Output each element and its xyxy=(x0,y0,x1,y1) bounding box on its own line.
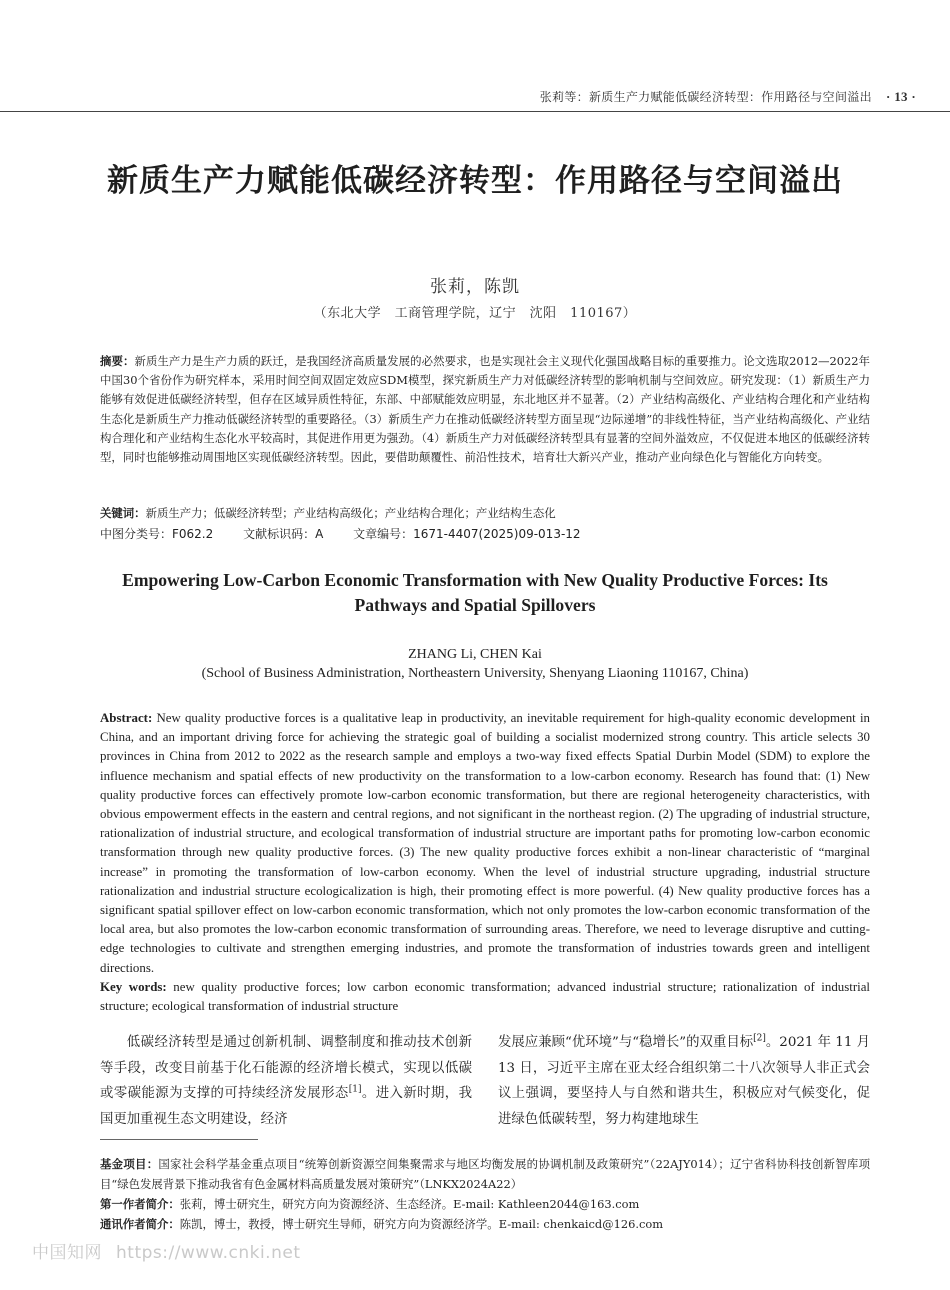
watermark-url: https://www.cnki.net xyxy=(116,1243,301,1263)
footnote-fund xyxy=(100,1154,870,1194)
abstract-chinese-label: 摘要： xyxy=(100,354,135,368)
affiliation-chinese: （东北大学 工商管理学院，辽宁 沈阳 110167） xyxy=(313,306,637,321)
body-right-text: 发展应兼顾“优环境”与“稳增长”的双重目标 xyxy=(498,1035,754,1050)
running-header xyxy=(540,88,916,105)
abstract-english xyxy=(100,709,870,978)
body-left-tail: 。进入新时期，我国更加重视生态文明建设，经济 xyxy=(100,1086,473,1127)
keywords-chinese xyxy=(100,505,870,521)
body-right-tail: 。2021 年 11 月 13 日，习近平主席在亚太经合组织第二十八次领导人非正式会议上强调，要坚持人与自然和谐共生，积极应对气候变化，促进绿色低碳转型，努力构建地球生 xyxy=(498,1035,870,1127)
corresponding-author-label: 通讯作者简介： xyxy=(100,1217,180,1231)
affiliation-english: (School of Business Administration, Northeastern University, Shenyang Liaoning 110167, China) xyxy=(201,666,749,681)
fund-label: 基金项目： xyxy=(100,1157,159,1171)
cnki-watermark xyxy=(32,1238,300,1263)
classification-line xyxy=(100,525,870,542)
running-title: 张莉等：新质生产力赋能低碳经济转型：作用路径与空间溢出 xyxy=(539,90,872,104)
document-code: 文献标识码：A xyxy=(243,527,324,541)
first-author-label: 第一作者简介： xyxy=(100,1197,180,1211)
abstract-chinese xyxy=(100,352,870,467)
authors-english: ZHANG Li, CHEN Kai xyxy=(408,647,542,662)
body-paragraph xyxy=(498,1030,870,1132)
page-number: · 13 · xyxy=(886,89,916,104)
citation-ref-1[interactable]: [1] xyxy=(348,1084,362,1095)
corresponding-author-text: 陈凯，博士，教授，博士研究生导师，研究方向为资源经济学。E-mail: chenkaicd@126.com xyxy=(179,1217,663,1231)
fund-text: 国家社会科学基金重点项目“统筹创新资源空间集聚需求与地区均衡发展的协调机制及政策研究”（22AJY014）；辽宁省科协科技创新智库项目“绿色发展背景下推动我省有色金属材料高质量发展对策研究”（LNKX2024A22） xyxy=(100,1157,870,1191)
abstract-chinese-text: 新质生产力是生产力质的跃迁，是我国经济高质量发展的必然要求，也是实现社会主义现代化强国战略目标的重要推力。论文选取2012—2022年中国30个省份作为研究样本，采用时间空间双固定效应SDM模型，探究新质生产力对低碳经济转型的影响机制与空间效应。研究发现：（1）新质生产力能够有效促进低碳经济转型，但存在区域异质性特征，东部、中部赋能效应明显，东北地区并不显著。（2）产业结构高级化、产业结构合理化和产业结构生态化是新质生产力推动低碳经济转型的重要路径。（3）新质生产力在推动低碳经济转型方面呈现“边际递增”的非线性特征，当产业结构高级化、产业结构合理化和产业结构生态化水平较高时，其促进作用更为强劲。（4）新质生产力对低碳经济转型具有显著的空间外溢效应，不仅促进本地区的低碳经济转型，同时也能够推动周围地区实现低碳经济转型。因此，要借助颠覆性、前沿性技术，培育壮大新兴产业，推动产业向绿色化与智能化方向转变。 xyxy=(100,354,870,465)
watermark-brand: 中国知网 xyxy=(32,1243,102,1263)
abstract-english-label: Abstract: xyxy=(100,711,153,725)
title-chinese: 新质生产力赋能低碳经济转型：作用路径与空间溢出 xyxy=(107,163,843,199)
first-author-text: 张莉，博士研究生，研究方向为资源经济、生态经济。E-mail: Kathleen2044@163.com xyxy=(179,1197,640,1211)
article-number: 文章编号：1671-4407(2025)09-013-12 xyxy=(353,527,581,541)
keywords-english xyxy=(100,978,870,1016)
body-column-right xyxy=(498,1030,870,1132)
citation-ref-2[interactable]: [2] xyxy=(753,1033,766,1044)
footnotes xyxy=(100,1154,870,1234)
footnote-corresponding-author xyxy=(100,1214,870,1234)
body-column-left xyxy=(100,1030,472,1132)
body-left-text: 低碳经济转型是通过创新机制、调整制度和推动技术创新等手段，改变目前基于化石能源的经济增长模式，实现以低碳或零碳能源为支撑的可持续经济发展形态 xyxy=(100,1035,472,1101)
keywords-chinese-label: 关键词： xyxy=(100,506,146,520)
title-english: Empowering Low-Carbon Economic Transformation with New Quality Productive Forces: Its Pathways and Spatial Spillovers xyxy=(122,570,828,615)
keywords-chinese-text: 新质生产力；低碳经济转型；产业结构高级化；产业结构合理化；产业结构生态化 xyxy=(145,506,556,520)
keywords-english-label: Key words: xyxy=(100,980,167,994)
footnote-first-author xyxy=(100,1194,870,1214)
clc-number: 中图分类号：F062.2 xyxy=(100,527,214,541)
keywords-english-text: new quality productive forces; low carbon economic transformation; advanced industrial structure; rationalization of industrial structure; ecological transformation of industrial structure xyxy=(100,980,870,1013)
footnote-rule xyxy=(100,1139,258,1140)
abstract-english-text: New quality productive forces is a qualitative leap in productivity, an inevitable requirement for high-quality economic development in China, and an important driving force for achieving the strategic goal of building a socialist modernized strong country. This article selects 30 provinces in China from 2012 to 2022 as the research sample and employs a two-way fixed effects Spatial Durbin Model (SDM) to explore the influence mechanism and spatial effects of new productivity on the transformation to a low-carbon economy. Research has found that: (1) New quality productive forces can effectively promote low-carbon economic transformation, but there are regional heterogeneity characteristics, with obvious empowerment effects in the eastern and central regions, and not significant in the northeast region. (2) The upgrading of industrial structure, rationalization of industrial structure, and ecological transformation of industrial structure are important paths for promoting low-carbon economic transformation through new quality productive forces. (3) The new quality productive forces exhibit a non-linear characteristic of “marginal increase” in promoting the transformation of low-carbon economy. When the level of industrial structure upgrading, industrial structure rationalization and industrial structure ecologicalization is high, their promoting effect is more powerful. (4) New quality productive forces has a significant spatial spillover effect on low-carbon economic transformation, which not only promotes the low-carbon economic transformation of the local area, but also promotes the low-carbon economic transformation of surrounding areas. Therefore, we need to leverage disruptive and cutting-edge technologies to cultivate and strengthen emerging industries, and promote the transformation of industries towards green and intelligent directions. xyxy=(100,711,870,975)
authors-chinese: 张莉，陈凯 xyxy=(430,277,520,297)
header-rule xyxy=(0,111,950,112)
body-paragraph xyxy=(100,1030,472,1132)
